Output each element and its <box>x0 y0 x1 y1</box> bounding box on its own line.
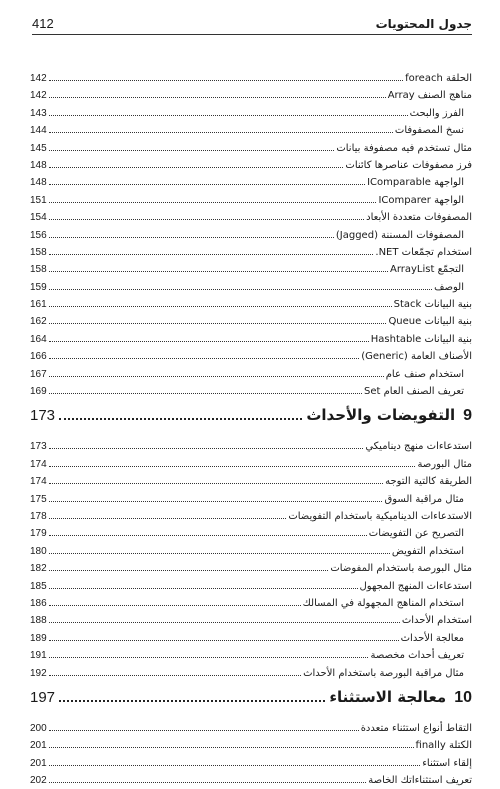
table-of-contents <box>30 70 472 789</box>
dot-leader <box>49 376 384 377</box>
toc-entry[interactable] <box>30 525 472 542</box>
toc-entry[interactable] <box>30 313 472 330</box>
toc-entry[interactable] <box>30 105 472 122</box>
dot-leader <box>59 418 302 420</box>
toc-entry-page: 201 <box>30 740 47 752</box>
toc-entry-page: 156 <box>30 229 47 241</box>
dot-leader <box>49 80 403 81</box>
dot-leader <box>49 219 364 220</box>
toc-entry-label: مناهج الصنف Array <box>387 90 472 102</box>
dot-leader <box>49 341 369 342</box>
dot-leader <box>49 448 364 449</box>
dot-leader <box>49 358 360 359</box>
toc-entry[interactable] <box>30 665 472 682</box>
toc-entry-page: 178 <box>30 510 47 522</box>
toc-entry-label: بنية البيانات Queue <box>388 316 472 328</box>
running-title: جدول المحتويات <box>375 17 472 31</box>
toc-entry-page: 173 <box>30 441 47 453</box>
dot-leader <box>49 605 301 606</box>
toc-entry-label: استخدام تجمّعات NET. <box>375 246 472 258</box>
toc-entry-page: 189 <box>30 632 47 644</box>
toc-entry[interactable] <box>30 720 472 737</box>
toc-entry[interactable] <box>30 438 472 455</box>
toc-entry-label: الوصف <box>434 281 464 293</box>
dot-leader <box>49 501 383 502</box>
toc-entry-label: الاستدعاءات الديناميكية باستخدام التفويضات <box>288 510 472 522</box>
toc-entry-page: 180 <box>30 545 47 557</box>
toc-entry-label: معالجة الأحداث <box>400 632 464 644</box>
toc-entry-page: 185 <box>30 580 47 592</box>
chapter-page: 173 <box>30 407 56 425</box>
toc-entry-label: استخدام المناهج المجهولة في المسالك <box>302 597 464 609</box>
toc-entry-page: 148 <box>30 159 47 171</box>
toc-entry[interactable] <box>30 647 472 664</box>
dot-leader <box>49 570 329 571</box>
toc-entry-page: 174 <box>30 476 47 488</box>
toc-entry-label: مثال تستخدم فيه مصفوفة بيانات <box>336 142 472 154</box>
toc-section-1 <box>30 70 472 400</box>
toc-entry-page: 192 <box>30 667 47 679</box>
dot-leader <box>49 466 416 467</box>
toc-entry-page: 158 <box>30 264 47 276</box>
toc-entry[interactable] <box>30 70 472 87</box>
dot-leader <box>49 150 335 151</box>
toc-entry-label: الكتلة finally <box>415 740 472 752</box>
dot-leader <box>49 254 374 255</box>
toc-entry-page: 175 <box>30 493 47 505</box>
toc-entry-page: 144 <box>30 125 47 137</box>
toc-entry[interactable] <box>30 612 472 629</box>
chapter-number: 10 <box>454 688 472 706</box>
toc-entry-label: تعريف استثناءاتك الخاصة <box>368 775 472 787</box>
toc-entry[interactable] <box>30 348 472 365</box>
toc-entry[interactable] <box>30 595 472 612</box>
toc-entry-page: 142 <box>30 90 47 102</box>
dot-leader <box>49 271 388 272</box>
toc-entry-page: 145 <box>30 142 47 154</box>
toc-entry-page: 182 <box>30 563 47 575</box>
dot-leader <box>49 730 359 731</box>
dot-leader <box>49 237 334 238</box>
dot-leader <box>59 700 325 702</box>
toc-entry[interactable] <box>30 456 472 473</box>
toc-entry[interactable] <box>30 209 472 226</box>
toc-entry-label: تعريف أحداث مخصصة <box>370 650 464 662</box>
toc-entry[interactable] <box>30 630 472 647</box>
toc-entry-page: 201 <box>30 757 47 769</box>
toc-entry-label: استدعاءات منهج ديناميكي <box>365 441 472 453</box>
toc-entry-label: استخدام التفويض <box>391 545 464 557</box>
toc-entry-label: مثال مراقبة السوق <box>384 493 464 505</box>
toc-entry[interactable] <box>30 737 472 754</box>
toc-entry[interactable] <box>30 122 472 139</box>
dot-leader <box>49 747 414 748</box>
toc-entry-page: 164 <box>30 333 47 345</box>
dot-leader <box>49 97 386 98</box>
toc-entry-label: الحلقة foreach <box>405 73 472 84</box>
toc-entry[interactable] <box>30 174 472 191</box>
toc-entry-label: نسخ المصفوفات <box>394 125 464 137</box>
dot-leader <box>49 393 362 394</box>
toc-entry[interactable] <box>30 140 472 157</box>
toc-entry[interactable] <box>30 261 472 278</box>
toc-entry-page: 154 <box>30 212 47 224</box>
toc-entry-page: 159 <box>30 281 47 293</box>
toc-entry-label: إلقاء استثناء <box>422 757 472 769</box>
toc-entry-page: 166 <box>30 351 47 363</box>
toc-entry-label: التقاط أنواع استثناء متعددة <box>360 722 472 734</box>
toc-entry[interactable] <box>30 772 472 789</box>
toc-entry-page: 202 <box>30 775 47 787</box>
dot-leader <box>49 289 432 290</box>
toc-entry[interactable] <box>30 366 472 383</box>
toc-entry-label: الطريقة كالتية التوجه <box>385 476 472 488</box>
toc-entry[interactable] <box>30 755 472 772</box>
toc-entry[interactable] <box>30 157 472 174</box>
toc-entry-page: 148 <box>30 177 47 189</box>
toc-entry[interactable] <box>30 244 472 261</box>
toc-entry[interactable] <box>30 227 472 244</box>
toc-entry[interactable] <box>30 508 472 525</box>
dot-leader <box>49 657 369 658</box>
toc-entry[interactable] <box>30 491 472 508</box>
dot-leader <box>49 765 421 766</box>
dot-leader <box>49 306 392 307</box>
chapter-page: 197 <box>30 688 56 706</box>
dot-leader <box>49 553 390 554</box>
chapter-title: التفويضات والأحداث <box>306 406 456 425</box>
dot-leader <box>49 640 399 641</box>
toc-entry-label: التصريح عن التفويضات <box>368 528 464 540</box>
chapter-title: معالجة الاستثناء <box>329 687 447 706</box>
toc-entry-label: مثال البورصة باستخدام المفوضات <box>330 563 472 575</box>
toc-entry-page: 179 <box>30 528 47 540</box>
dot-leader <box>49 184 365 185</box>
toc-entry[interactable] <box>30 543 472 560</box>
toc-entry-label: المصفوفات متعددة الأبعاد <box>366 212 472 224</box>
dot-leader <box>49 622 400 623</box>
dot-leader <box>49 115 408 116</box>
chapter-number: 9 <box>463 407 472 425</box>
dot-leader <box>49 675 301 676</box>
chapter-heading-9[interactable] <box>30 406 472 436</box>
toc-entry-label: الواجهة IComparable <box>367 177 464 189</box>
toc-section-3 <box>30 720 472 789</box>
toc-entry-page: 151 <box>30 194 47 206</box>
toc-entry[interactable] <box>30 296 472 313</box>
toc-entry[interactable] <box>30 578 472 595</box>
toc-entry-label: استخدام صنف عام <box>385 368 464 380</box>
toc-entry-page: 158 <box>30 246 47 258</box>
toc-entry-label: المصفوفات المسننة (Jagged) <box>335 229 464 241</box>
toc-entry[interactable] <box>30 279 472 296</box>
toc-entry-label: مثال البورصة <box>417 458 472 470</box>
page-header <box>32 10 472 35</box>
toc-entry-page: 143 <box>30 107 47 119</box>
toc-entry-page: 174 <box>30 458 47 470</box>
toc-entry-page: 161 <box>30 299 47 311</box>
toc-entry[interactable] <box>30 331 472 348</box>
toc-entry-label: استخدام الأحداث <box>401 615 472 627</box>
dot-leader <box>49 132 393 133</box>
toc-entry-label: بنية البيانات Stack <box>393 299 472 311</box>
toc-entry-page: 167 <box>30 368 47 380</box>
toc-entry-page: 200 <box>30 722 47 734</box>
dot-leader <box>49 167 344 168</box>
toc-entry-page: 186 <box>30 597 47 609</box>
toc-entry-page: 142 <box>30 73 47 84</box>
dot-leader <box>49 588 358 589</box>
toc-entry-label: فرز مصفوفات عناصرها كائنات <box>345 159 472 171</box>
toc-entry[interactable] <box>30 383 472 400</box>
dot-leader <box>49 202 377 203</box>
toc-entry[interactable] <box>30 560 472 577</box>
toc-entry[interactable] <box>30 192 472 209</box>
toc-entry-page: 188 <box>30 615 47 627</box>
dot-leader <box>49 483 383 484</box>
toc-entry-label: بنية البيانات Hashtable <box>370 333 472 345</box>
dot-leader <box>49 535 367 536</box>
toc-entry-label: التجمّع ArrayList <box>389 264 464 276</box>
dot-leader <box>49 323 387 324</box>
toc-entry-label: الفرز والبحث <box>409 107 464 119</box>
dot-leader <box>49 518 287 519</box>
toc-entry-label: استدعاءات المنهج المجهول <box>359 580 472 592</box>
dot-leader <box>49 782 367 783</box>
page-number: 412 <box>32 16 54 31</box>
toc-entry-label: الأصناف العامة (Generic) <box>361 351 472 363</box>
toc-entry[interactable] <box>30 473 472 490</box>
toc-section-2 <box>30 438 472 681</box>
toc-entry-label: تعريف الصنف العام Set <box>364 386 464 398</box>
toc-entry[interactable] <box>30 87 472 104</box>
toc-entry-page: 162 <box>30 316 47 328</box>
toc-entry-label: الواجهة IComparer <box>378 194 464 206</box>
toc-entry-page: 191 <box>30 650 47 662</box>
toc-entry-page: 169 <box>30 386 47 398</box>
chapter-heading-10[interactable] <box>30 688 472 718</box>
toc-entry-label: مثال مراقبة البورصة باستخدام الأحداث <box>303 667 464 679</box>
